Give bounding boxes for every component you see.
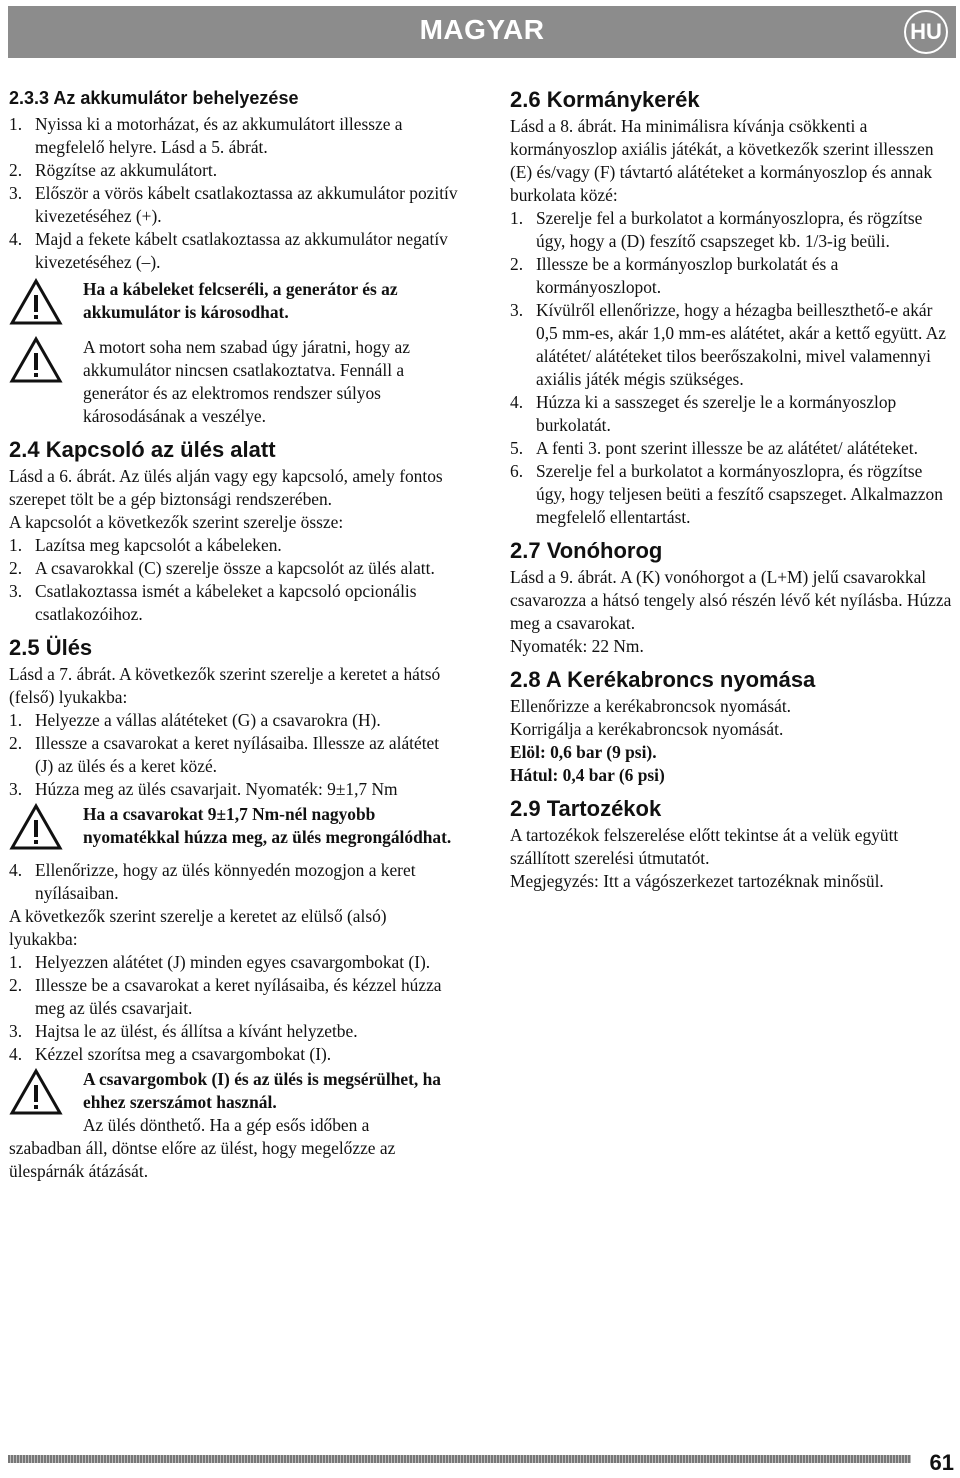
- item-number: 2.: [9, 975, 23, 995]
- paragraph: Lásd a 6. ábrát. Az ülés alján vagy egy kapcsoló, amely fontos szerepet tölt be a gép biztonsági rendszerében.: [9, 466, 443, 509]
- page-number: 61: [929, 1450, 954, 1475]
- item-number: 4.: [510, 392, 524, 412]
- item-text: A fenti 3. pont szerint illessze be az alátétet/ alátéteket.: [536, 438, 918, 458]
- item-text: A csavarokkal (C) szerelje össze a kapcsolót az ülés alatt.: [35, 558, 435, 578]
- item-number: 1.: [510, 208, 524, 228]
- warning-cable-swap: [9, 278, 459, 332]
- heading-2-8: 2.8 A Kerékabroncs nyomása: [510, 667, 816, 692]
- paragraph: Lásd a 9. ábrát. A (K) vonóhorgot a (L+M) jelű csavarokkal csavarozza a hátsó tengely alsó részén lévő két nyílásba. Húzza meg a csavarokat.: [510, 567, 952, 633]
- list-item: [510, 391, 955, 437]
- warning-triangle-icon: [9, 336, 83, 428]
- warning-text: Ha a csavarokat 9±1,7 Nm-nél nagyobb nyomatékkal húzza meg, az ülés megrongálódhat.: [83, 804, 452, 847]
- list-item: [9, 1020, 459, 1043]
- page-header: [8, 6, 956, 58]
- item-number: 5.: [510, 438, 524, 458]
- language-title: MAGYAR: [419, 14, 545, 45]
- list-item: [9, 709, 459, 732]
- list-item: [510, 299, 955, 391]
- list-item: [510, 253, 955, 299]
- item-text: Nyissa ki a motorházat, és az akkumulátort illessze a megfelelő helyre. Lásd a 5. ábrát.: [35, 114, 403, 157]
- item-text: Majd a fekete kábelt csatlakoztassa az akkumulátor negatív kivezetéséhez (–).: [35, 229, 448, 272]
- paragraph: Korrigálja a kerékabroncsok nyomását.: [510, 719, 784, 739]
- list-item: [9, 951, 459, 974]
- item-text: Szerelje fel a burkolatot a kormányoszlopra, és rögzítse úgy, hogy a (D) feszítő csapszeget kb. 1/3-ig beüli.: [536, 208, 923, 251]
- heading-2-6: 2.6 Kormánykerék: [510, 87, 700, 112]
- item-number: 3.: [9, 581, 23, 601]
- list-item: [9, 182, 459, 228]
- item-number: 3.: [9, 183, 23, 203]
- item-number: 3.: [9, 779, 23, 799]
- list-item: [9, 580, 459, 626]
- item-number: 4.: [9, 229, 23, 249]
- item-number: 3.: [510, 300, 524, 320]
- list-item: [9, 859, 459, 905]
- heading-2-7: 2.7 Vonóhorog: [510, 538, 663, 563]
- item-number: 4.: [9, 1044, 23, 1064]
- item-number: 2.: [9, 733, 23, 753]
- heading-2-3-3: 2.3.3 Az akkumulátor behelyezése: [9, 88, 299, 108]
- item-text: Rögzítse az akkumulátort.: [35, 160, 218, 180]
- list-item: [510, 437, 955, 460]
- item-number: 2.: [510, 254, 524, 274]
- list-item: [9, 159, 459, 182]
- left-column: [9, 86, 459, 1183]
- right-column: [510, 86, 955, 893]
- warning-knobs: [9, 1068, 459, 1137]
- item-number: 1.: [9, 535, 23, 555]
- heading-2-5: 2.5 Ülés: [9, 635, 93, 660]
- heading-2-4: 2.4 Kapcsoló az ülés alatt: [9, 437, 276, 462]
- item-text: Illessze be a kormányoszlop burkolatát és a kormányoszlopot.: [536, 254, 839, 297]
- item-text: Húzza ki a sasszeget és szerelje le a kormányoszlop burkolatát.: [536, 392, 897, 435]
- list-item: [510, 460, 955, 529]
- item-text: Hajtsa le az ülést, és állítsa a kívánt helyzetbe.: [35, 1021, 358, 1041]
- list-item: [9, 732, 459, 778]
- item-number: 2.: [9, 558, 23, 578]
- list-item: [9, 228, 459, 274]
- rear-pressure: Hátul: 0,4 bar (6 psi): [510, 765, 665, 785]
- list-item: [9, 778, 459, 801]
- item-number: 3.: [9, 1021, 23, 1041]
- warning-tail-text: Az ülés dönthető. Ha a gép esős időben a: [83, 1115, 370, 1135]
- warning-no-battery: [9, 336, 459, 428]
- paragraph: Lásd a 7. ábrát. A következők szerint szerelje a keretet a hátsó (felső) lyukakba:: [9, 664, 441, 707]
- paragraph: Ellenőrizze a kerékabroncsok nyomását.: [510, 696, 792, 716]
- paragraph: A kapcsolót a következők szerint szerelje össze:: [9, 512, 344, 532]
- item-number: 6.: [510, 461, 524, 481]
- warning-triangle-icon: [9, 1068, 83, 1137]
- warning-text: A motort soha nem szabad úgy járatni, hogy az akkumulátor nincsen csatlakoztatva. Fennáll a generátor és az elektromos rendszer súlyos károsodásának a veszélye.: [83, 337, 410, 426]
- paragraph: A tartozékok felszerelése előtt tekintse át a velük együtt szállított szerelési útmutatót.: [510, 825, 899, 868]
- item-text: Lazítsa meg kapcsolót a kábeleken.: [35, 535, 282, 555]
- item-number: 4.: [9, 860, 23, 880]
- item-number: 2.: [9, 160, 23, 180]
- paragraph: szabadban áll, döntse előre az ülést, hogy megelőzze az ülespárnák átázását.: [9, 1138, 396, 1181]
- item-text: Húzza meg az ülés csavarjait. Nyomaték: 9±1,7 Nm: [35, 779, 398, 799]
- list-item: [9, 1043, 459, 1066]
- item-text: Kívülről ellenőrizze, hogy a hézagba beilleszthető-e akár 0,5 mm-es, akár 1,0 mm-es alátétet, akár a kettő együtt. Az alátétet/ alátéteket tilos beerőszakolni, mivel valamennyi axiális játék mégis szükséges.: [536, 300, 946, 389]
- list-item: [9, 113, 459, 159]
- item-text: Először a vörös kábelt csatlakoztassa az akkumulátor pozitív kivezetéséhez (+).: [35, 183, 458, 226]
- paragraph: A következők szerint szerelje a keretet az elülső (alsó) lyukakba:: [9, 906, 387, 949]
- item-text: Ellenőrizze, hogy az ülés könnyedén mozogjon a keret nyílásaiban.: [35, 860, 416, 903]
- item-text: Szerelje fel a burkolatot a kormányoszlopra, és rögzítse úgy, hogy teljesen beüti a feszítő csapszeget. Alkalmazzon megfelelő ellentartást.: [536, 461, 943, 527]
- list-item: [9, 557, 459, 580]
- paragraph: Lásd a 8. ábrát. Ha minimálisra kívánja csökkenti a kormányoszlop axiális játékát, a következők szerint illesszen (E) és/vagy (F) távtartó alátéteket a kormányoszlop és annak burkolata közé:: [510, 116, 934, 205]
- warning-text: [83, 1068, 459, 1137]
- front-pressure: Elöl: 0,6 bar (9 psi).: [510, 742, 657, 762]
- item-text: Helyezzen alátétet (J) minden egyes csavargombokat (I).: [35, 952, 431, 972]
- item-number: 1.: [9, 114, 23, 134]
- warning-triangle-icon: [9, 803, 83, 857]
- heading-2-9: 2.9 Tartozékok: [510, 796, 662, 821]
- list-item: [9, 974, 459, 1020]
- footer-bar: [8, 1455, 911, 1463]
- item-text: Illessze a csavarokat a keret nyílásaiba. Illessze az alátétet (J) az ülés és a keret közé.: [35, 733, 440, 776]
- item-text: Illessze be a csavarokat a keret nyílásaiba, és kézzel húzza meg az ülés csavarjait.: [35, 975, 442, 1018]
- list-item: [9, 534, 459, 557]
- warning-text: Ha a kábeleket felcseréli, a generátor és az akkumulátor is károsodhat.: [83, 279, 398, 322]
- list-item: [510, 207, 955, 253]
- language-badge: HU: [904, 10, 948, 54]
- item-text: Kézzel szorítsa meg a csavargombokat (I).: [35, 1044, 332, 1064]
- item-text: Csatlakoztassa ismét a kábeleket a kapcsoló opcionális csatlakozóihoz.: [35, 581, 417, 624]
- paragraph: Megjegyzés: Itt a vágószerkezet tartozéknak minősül.: [510, 871, 884, 891]
- warning-torque: [9, 803, 459, 857]
- warning-triangle-icon: [9, 278, 83, 332]
- warning-bold-text: A csavargombok (I) és az ülés is megsérülhet, ha ehhez szerszámot használ.: [83, 1069, 441, 1112]
- item-text: Helyezze a vállas alátéteket (G) a csavarokra (H).: [35, 710, 381, 730]
- item-number: 1.: [9, 952, 23, 972]
- paragraph: Nyomaték: 22 Nm.: [510, 636, 644, 656]
- item-number: 1.: [9, 710, 23, 730]
